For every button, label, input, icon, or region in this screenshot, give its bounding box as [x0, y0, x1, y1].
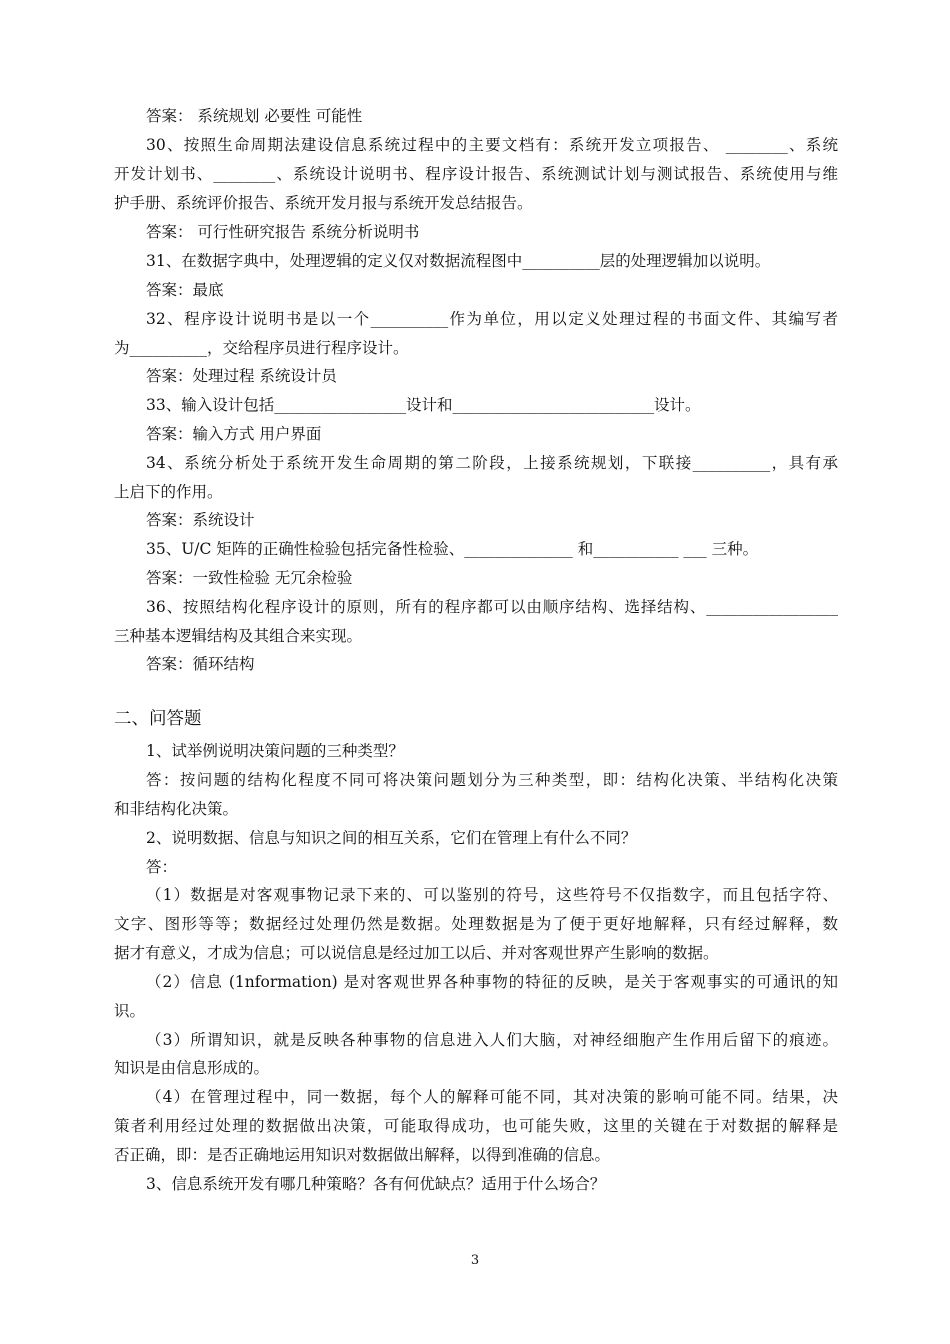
qa-3-question: 3、信息系统开发有哪几种策略？各有何优缺点？适用于什么场合？ [146, 1175, 606, 1193]
question-36-line-1: 36、按照结构化程序设计的原则，所有的程序都可以由顺序结构、选择结构、_________________ [146, 598, 838, 616]
qa-2-point-2-line-2: 识。 [114, 1002, 146, 1020]
qa-1-question: 1、试举例说明决策问题的三种类型？ [146, 742, 404, 760]
answer-32: 答案：处理过程 系统设计员 [146, 367, 337, 385]
answer-33: 答案：输入方式 用户界面 [146, 425, 322, 443]
qa-2-question: 2、说明数据、信息与知识之间的相互关系，它们在管理上有什么不同？ [146, 829, 637, 847]
qa-2-point-1-line-3: 据才有意义，才成为信息；可以说信息是经过加工以后、并对客观世界产生影响的数据。 [114, 944, 719, 962]
qa-2-point-1-line-2: 文字、图形等等；数据经过处理仍然是数据。处理数据是为了便于更好地解释，只有经过解释，数 [114, 915, 838, 933]
question-33: 33、输入设计包括_________________设计和__________________________设计。 [146, 396, 701, 414]
qa-2-point-3-line-2: 知识是由信息形成的。 [114, 1059, 270, 1077]
qa-2-point-1-line-1: （1）数据是对客观事物记录下来的、可以鉴别的符号，这些符号不仅指数字，而且包括字符、 [146, 886, 838, 904]
answer-34: 答案：系统设计 [146, 511, 255, 529]
question-34-line-2: 上启下的作用。 [114, 483, 223, 501]
answer-36: 答案：循环结构 [146, 655, 255, 673]
question-36-line-2: 三种基本逻辑结构及其组合来实现。 [114, 627, 363, 645]
qa-1-answer-line-2: 和非结构化决策。 [114, 800, 239, 818]
question-30-line-1: 30、按照生命周期法建设信息系统过程中的主要文档有：系统开发立项报告、 ________、系统 [146, 136, 838, 154]
question-32-line-2: 为__________，交给程序员进行程序设计。 [114, 339, 409, 357]
qa-2-answer-label: 答： [146, 858, 178, 876]
question-30-line-3: 护手册、系统评价报告、系统开发月报与系统开发总结报告。 [114, 194, 533, 212]
section-heading: 二、问答题 [114, 709, 202, 729]
question-31: 31、在数据字典中，处理逻辑的定义仅对数据流程图中__________层的处理逻辑加以说明。 [146, 252, 771, 270]
answer-29: 答案： 系统规划 必要性 可能性 [146, 107, 363, 125]
answer-30: 答案： 可行性研究报告 系统分析说明书 [146, 223, 420, 241]
qa-2-point-4-line-2: 策者利用经过处理的数据做出决策，可能取得成功，也可能失败，这里的关键在于对数据的解释是 [114, 1117, 838, 1135]
qa-2-point-3-line-1: （3）所谓知识，就是反映各种事物的信息进入人们大脑，对神经细胞产生作用后留下的痕迹。 [146, 1031, 838, 1049]
question-34-line-1: 34、系统分析处于系统开发生命周期的第二阶段，上接系统规划，下联接__________，具有承 [146, 454, 838, 472]
answer-31: 答案：最底 [146, 281, 224, 299]
qa-2-point-4-line-1: （4）在管理过程中，同一数据，每个人的解释可能不同，其对决策的影响可能不同。结果，决 [146, 1088, 838, 1106]
answer-35: 答案：一致性检验 无冗余检验 [146, 569, 353, 587]
qa-2-point-4-line-3: 否正确，即：是否正确地运用知识对数据做出解释，以得到准确的信息。 [114, 1146, 611, 1164]
qa-1-answer-line-1: 答：按问题的结构化程度不同可将决策问题划分为三种类型，即：结构化决策、半结构化决策 [146, 771, 838, 789]
question-30-line-2: 开发计划书、________、系统设计说明书、程序设计报告、系统测试计划与测试报告、系统使用与维 [114, 165, 838, 183]
qa-2-point-2-line-1: （2）信息 (1nformation) 是对客观世界各种事物的特征的反映，是关于客观事实的可通讯的知 [146, 973, 838, 991]
question-32-line-1: 32、程序设计说明书是以一个__________作为单位，用以定义处理过程的书面文件、其编写者 [146, 310, 838, 328]
question-35: 35、U/C 矩阵的正确性检验包括完备性检验、______________ 和___________ ___ 三种。 [146, 540, 759, 558]
page-number: 3 [470, 1253, 480, 1268]
